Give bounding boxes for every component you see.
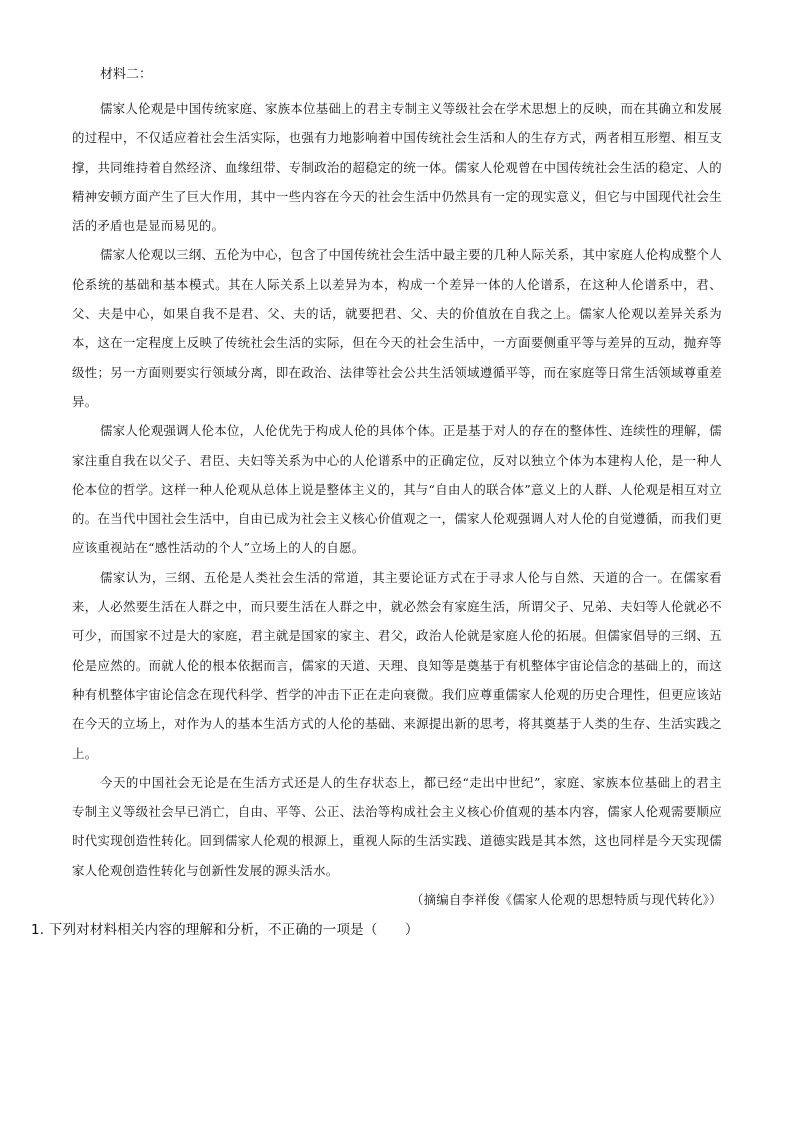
material-paragraph-5: 今天的中国社会无论是在生活方式还是人的生存状态上，都已经“走出中世纪”，家庭、家族本位基础上的君主专制主义等级社会早已消亡，自由、平等、公正、法治等构成社会主义核心价值观的基本内容，儒家人伦观需要顺应时代实现创造性转化。回到儒家人伦观的根源上，重视人际的生活实践、道德实践是其本然，这也同样是今天实现儒家人伦观创造性转化与创新性发展的源头活水。 (72, 774, 722, 878)
material-paragraph-2: 儒家人伦观以三纲、五伦为中心，包含了中国传统社会生活中最主要的几种人际关系，其中家庭人伦构成整个人伦系统的基础和基本模式。其在人际关系上以差异为本，构成一个差异一体的人伦谱系，在这种人伦谱系中，君、父、夫是中心，如果自我不是君、父、夫的话，就要把君、父、夫的价值放在自我之上。儒家人伦观以差异关系为本，这在一定程度上反映了传统社会生活的实际，但在今天的社会生活中，一方面要侧重平等与差异的互动，抛弃等级性；另一方面则要实行领域分离，即在政治、法律等社会公共生活领域遵循平等，而在家庭等日常生活领域尊重差异。 (72, 247, 722, 409)
material-source: （摘编自李祥俊《儒家人伦观的思想特质与现代转化》） (410, 892, 722, 908)
material-paragraph-4: 儒家认为，三纲、五伦是人类社会生活的常道，其主要论证方式在于寻求人伦与自然、天道的合一。在儒家看来，人必然要生活在人群之中，而只要生活在人群之中，就必然会有家庭生活，所谓父子、兄弟、夫妇等人伦就必不可少，而国家不过是大的家庭，君主就是国家的家主、君父，政治人伦就是家庭人伦的拓展。但儒家倡导的三纲、五伦是应然的。而就人伦的根本依据而言，儒家的天道、天理、良知等是奠基于有机整体宇宙论信念的基础上的，而这种有机整体宇宙论信念在现代科学、哲学的冲击下正在走向衰微。我们应尊重儒家人伦观的历史合理性，但更应该站在今天的立场上，对作为人的基本生活方式的人伦的基础、来源提出新的思考，将其奠基于人类的生存、生活实践之上。 (72, 569, 722, 761)
material-paragraph-1: 儒家人伦观是中国传统家庭、家族本位基础上的君主专制主义等级社会在学术思想上的反映，而在其确立和发展的过程中，不仅适应着社会生活实际，也强有力地影响着中国传统社会生活和人的生存方式，两者相互形塑、相互支撑，共同维持着自然经济、血缘纽带、专制政治的超稳定的统一体。儒家人伦观曾在中国传统社会生活的稳定、人的精神安顿方面产生了巨大作用，其中一些内容在今天的社会生活中仍然具有一定的现实意义，但它与中国现代社会生活的矛盾也是显而易见的。 (72, 101, 722, 234)
question-1-stem: 1. 下列对材料相关内容的理解和分析，不正确的一项是（ ） (31, 922, 419, 939)
material-label: 材料二： (100, 67, 153, 82)
reading-material (31, 64, 722, 942)
material-paragraph-3: 儒家人伦观强调人伦本位，人伦优先于构成人伦的具体个体。正是基于对人的存在的整体性、连续性的理解，儒家注重自我在以父子、君臣、夫妇等关系为中心的人伦谱系中的正确定位，反对以独立个体为本建构人伦，是一种人伦本位的哲学。这样一种人伦观从总体上说是整体主义的，其与“自由人的联合体”意义上的人群、人伦观是相互对立的。在当代中国社会生活中，自由已成为社会主义核心价值观之一，儒家人伦观强调人对人伦的自觉遵循，而我们更应该重视站在“感性活动的个人”立场上的人的自愿。 (72, 423, 722, 556)
